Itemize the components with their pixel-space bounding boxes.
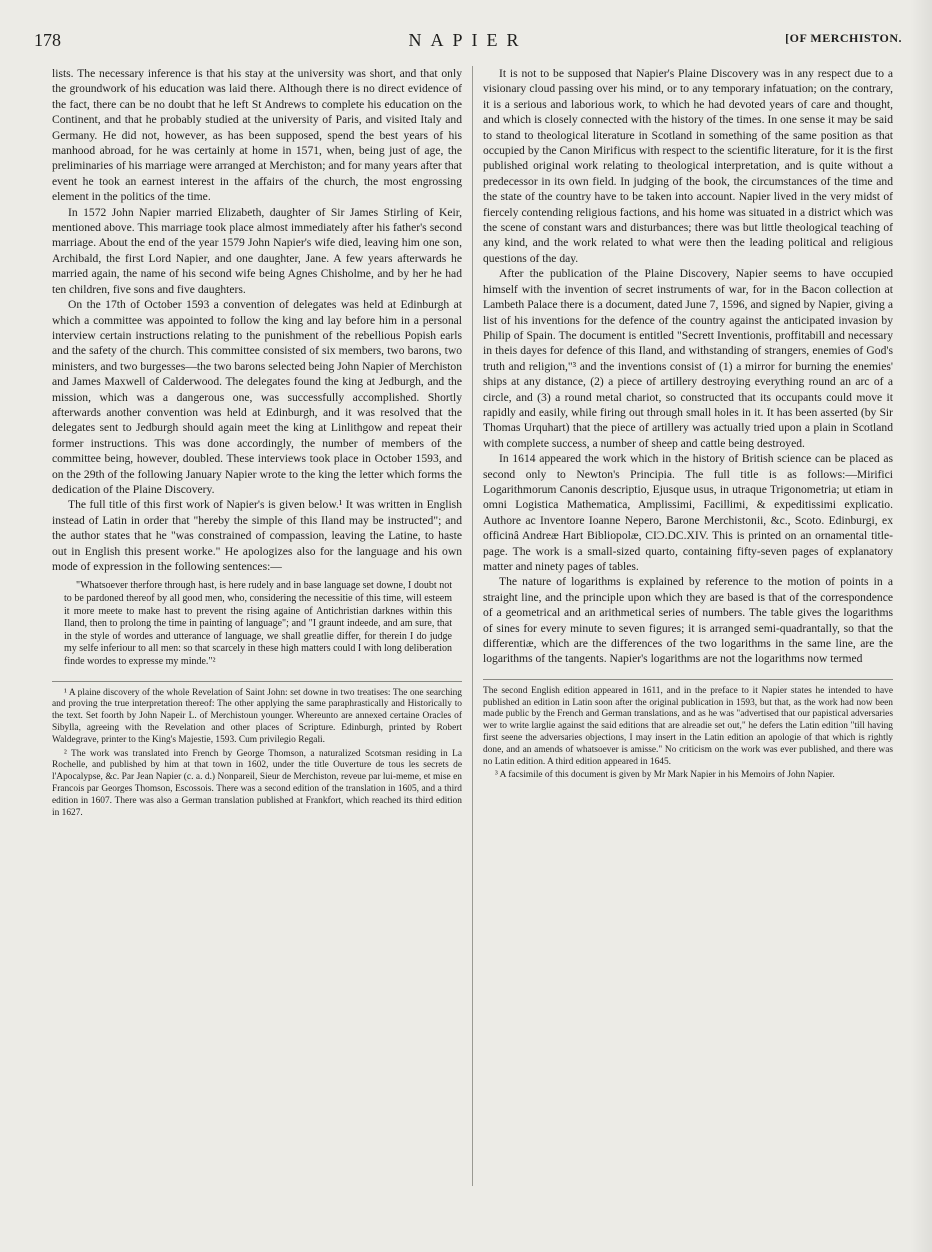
paragraph: It is not to be supposed that Napier's Plaine Discovery was in any respect due to a visionary cloud passing over his mind, or to any temporary infatuation; on the contrary, it is a serious and laborious work, to which he had devoted years of care and thought, and which is closely connected with the history of the times. In one sense it may be said to stand to theological literature in Scotland in something of the same position as that occupied by the Canon Mirificus with respect to the scientific literature, for it is the first published original work relating to theological interpretation, and is quite without a predecessor in its own field. In judging of the book, the circumstances of the time and the state of the country have to be taken into account. Napier lived in the very midst of fiercely contending religious factions, and his home was situated in a district which was the scene of constant wars and disturbances; there was but little theological teaching of any kind, and the work related to what were then the leading political and religious questions of the day. [483,67,893,265]
left-column [52,66,462,821]
paragraph: On the 17th of October 1593 a convention of delegates was held at Edinburgh at which a committee was appointed to follow the king and lay before him in a personal interview certain instructions relating to the punishment of the rebellious Popish earls and the safety of the church. This committee consisted of six members, two barons, two ministers, and two burgesses—the two barons selected being John Napier of Merchiston and James Maxwell of Calderwood. The delegates found the king at Jedburgh, and the mission, which was a dangerous one, was successfully accomplished. Shortly afterwards another convention was held at Edinburgh, and it was resolved that the delegates sent to Jedburgh should again meet the king at Linlithgow and repeat their former instructions. This was done accordingly, the number of members of the committee being, however, doubled. These interviews took place in October 1593, and on the 29th of the following January Napier wrote to the king the letter which forms the dedication of the Plaine Discovery. [52,298,462,496]
footnote: ³ A facsimile of this document is given by Mr Mark Napier in his Memoirs of John Napier. [495,770,835,781]
paragraph: After the publication of the Plaine Discovery, Napier seems to have occupied himself with the invention of secret instruments of war, for in the Bacon collection at Lambeth Palace there is a document, dated June 7, 1596, and signed by Napier, giving a list of his inventions for the defence of the country against the anticipated invasion by Philip of Spain. The document is entitled "Secrett Inventionis, proffitabill and necessary in theis dayes for defence of this Iland, and withstanding of strangers, enemies of God's truth and religion,"³ and the inventions consist of (1) a mirror for burning the enemies' ships at any distance, (2) a piece of artillery destroying everything round an arc of a circle, and (3) a round metal chariot, so constructed that its occupants could move it rapidly and easily, while firing out through small holes in it. It has been asserted (by Sir Thomas Urquhart) that the piece of artillery was actually tried upon a plain in Scotland with complete success, a number of sheep and cattle being destroyed. [483,267,893,450]
paragraph: lists. The necessary inference is that his stay at the university was short, and that only the groundwork of his education was laid there. Although there is no direct evidence of the fact, there can be no doubt that he left St Andrews to complete his education on the Continent, and that he probably studied at the university of Paris, and visited Italy and Germany. He did not, however, as has been supposed, spend the best years of his manhood abroad, for he was certainly at home in 1571, when, being just of age, the preliminaries of his marriage were arranged at Merchiston; and for many years after that event he took an earnest interest in the affairs of the church, the most engrossing element in the politics of the time. [52,67,462,204]
block-quote [52,580,462,668]
column-divider [472,66,473,1186]
footnote-rule [483,679,893,680]
footnote: ² The work was translated into French by George Thomson, a naturalized Scotsman residing in La Rochelle, and published by him at that town in 1602, under the title Ouverture de tous les secrets de l'Apocalypse, &c. Par Jean Napier (c. a. d.) Nonpareil, Sieur de Merchiston, reveue par lui-meme, et mise en Francois par Georges Thomson, Escossois. There was a second edition of the translation in 1605, and a third edition in 1607. There was also a German translation published at Frankfort, which reached its third edition in 1627. [52,748,462,818]
page-header [34,30,902,54]
footnote: ¹ A plaine discovery of the whole Revelation of Saint John: set downe in two treatises: The one searching and proving the true interpretation thereof: The other applying the same paraphrastically and Historically to the text. Set foorth by John Napeir L. of Merchistoun younger. Whereunto are annexed certaine Oracles of Sibylla, agreeing with the Revelation and other places of Scripture. Edinburgh, printed by Robert Waldegrave, printer to the King's Majestie, 1593. Cum privilegio Regali. [52,687,462,745]
footnotes [483,686,893,782]
paragraph: In 1572 John Napier married Elizabeth, daughter of Sir James Stirling of Keir, mentioned above. This marriage took place almost immediately after his father's second marriage. About the end of the year 1579 John Napier's wife died, leaving him one son, Archibald, the first Lord Napier, and one daughter, Jane. A few years afterwards he married again, the name of his second wife being Agnes Chisholme, and by her he had ten children, five sons and five daughters. [52,205,462,296]
footnote-rule [52,681,462,682]
page-number: 178 [34,30,61,50]
scan-edge-shadow [910,0,932,1252]
running-title: NAPIER [408,30,528,50]
right-column [483,66,893,784]
paragraph: The full title of this first work of Napier's is given below.¹ It was written in English instead of Latin in order that "hereby the simple of this Iland may be instructed"; and the author states that he "was constrained of compassion, leaving the Latine, to haste out in English this present worke." He apologizes also for the language and his own mode of expression in the following sentences:— [52,498,462,573]
footnotes [52,688,462,820]
section-label: [OF MERCHISTON. [785,31,902,45]
quote-text: "Whatsoever therfore through hast, is here rudely and in base language set downe, I doubt not to be pardoned thereof by all good men, who, considering the necessitie of this time, will esteem it more meete to make hast to prevent the rising againe of Antichristian darknes within this Iland, then to prolong the time in painting of language"; and "I graunt indeede, and am sure, that in the style of wordes and utterance of language, we shall greatlie differ, for therein I do judge my selfe inferiour to all men: so that scarcely in these high matters could I with long deliberation finde wordes to expresse my minde."² [64,580,452,667]
footnote: The second English edition appeared in 1611, and in the preface to it Napier states he intended to have published an edition in Latin soon after the original publication in 1593, but that, as the work had now been made public by the French and German translations, and as he was "advertised that our papistical adversaries wer to write larglie against the said editions that are alreadie set out," he defers the Latin edition "till having first seene the adversaries objections, I may insert in the Latin edition an apologie of that which is rightly done, and an amends of whatsoever is amisse." No criticism on the work was ever published, and there was no Latin edition. A third edition appeared in 1645. [483,685,893,767]
paragraph: The nature of logarithms is explained by reference to the motion of points in a straight line, and the principle upon which they are based is that of the correspondence of a geometrical and an arithmetical series of numbers. The table gives the logarithms of sines for every minute to seven figures; it is arranged semi-quadrantally, so that the differentiæ, which are the differences of the two logarithms in the same line, are the logarithms of the tangents. Napier's logarithms are not the logarithms now termed [483,575,893,666]
paragraph: In 1614 appeared the work which in the history of British science can be placed as second only to Newton's Principia. The full title is as follows:—Mirifici Logarithmorum Canonis descriptio, Ejusque usus, in utraque Trigonometria; ut etiam in omni Logistica Mathematica, Amplissimi, Facillimi, & expeditissimi explicatio. Authore ac Inventore Ioanne Nepero, Barone Merchistonii, &c., Scoto. Edinburgi, ex officinâ Andreæ Hart Bibliopolæ, CIϽ.DC.XIV. This is printed on an ornamental title-page. The work is a small-sized quarto, containing fifty-seven pages of explanatory matter and ninety pages of tables. [483,452,893,573]
